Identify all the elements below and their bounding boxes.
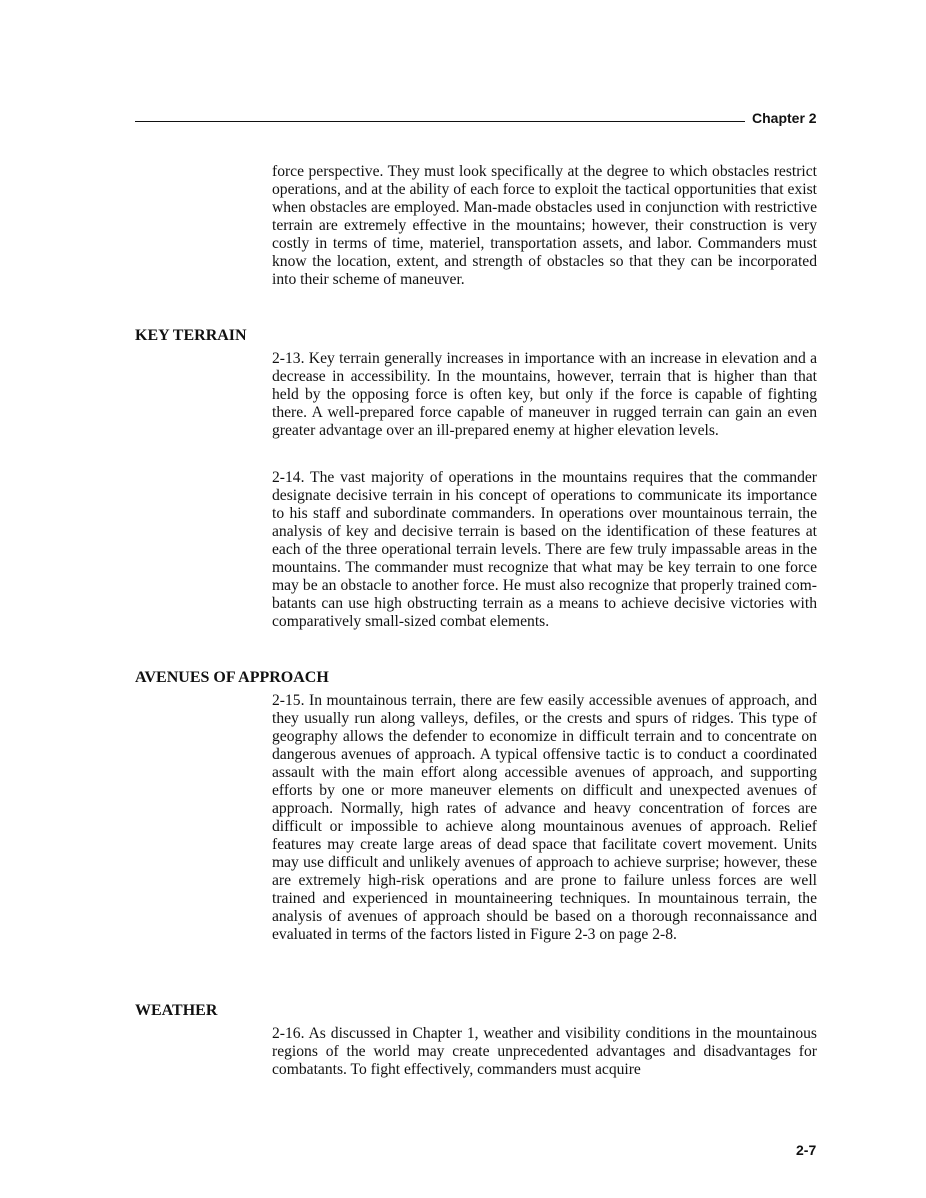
chapter-label: Chapter 2 bbox=[752, 110, 817, 126]
heading-key-terrain: KEY TERRAIN bbox=[135, 327, 247, 344]
heading-avenues-of-approach: AVENUES OF APPROACH bbox=[135, 669, 329, 686]
paragraph-2-15: 2-15. In mountainous terrain, there are few easily accessible avenues of approach, and they usually run along valleys, defiles, or the crests and spurs of ridges. This type of geography allows the defender to economize in difficult terrain and to concentrate on dangerous avenues of approach. A typical offensive tactic is to conduct a coordinated assault with the main effort along accessible avenues of approach, and supporting efforts by one or more maneuver elements on difficult and unexpected avenues of approach. Normally, high rates of advance and heavy concentration of forces are difficult or impossible to achieve along mountainous avenues of approach. Relief features may create large areas of dead space that facilitate covert movement. Units may use difficult and unlikely avenues of approach to achieve surprise; however, these are extremely high-risk operations and are prone to failure unless forces are well trained and experienced in mountaineering techniques. In mountainous terrain, the analysis of avenues of approach should be based on a thorough reconnaissance and evaluated in terms of the factors listed in Figure 2-3 on page 2-8. bbox=[272, 692, 817, 943]
paragraph-2-16: 2-16. As discussed in Chapter 1, weather and visibility conditions in the mountainous regions of the world may create unprecedented advantages and disadvantages for combatants. To fight effectively, commanders must acquire bbox=[272, 1025, 817, 1078]
heading-weather: WEATHER bbox=[135, 1002, 218, 1019]
page-number: 2-7 bbox=[796, 1142, 817, 1158]
paragraph-2-13: 2-13. Key terrain generally increases in importance with an increase in elevation and a decrease in accessibility. In the mountains, however, terrain that is higher than that held by the opposing force is often key, but only if the force is capable of fighting there. A well-prepared force capable of maneuver in rugged terrain can gain an even greater advantage over an ill-prepared enemy at higher elevation levels. bbox=[272, 350, 817, 439]
paragraph-intro: force perspective. They must look specifically at the degree to which obstacles restrict operations, and at the ability of each force to exploit the tactical opportunities that exist when obstacles are employed. Man-made obstacles used in conjunction with restrictive terrain are extremely effective in the mountains; however, their construction is very costly in terms of time, materiel, transportation assets, and labor. Commanders must know the location, extent, and strength of obstacles so that they can be incorporated into their scheme of maneuver. bbox=[272, 163, 817, 288]
paragraph-2-14: 2-14. The vast majority of operations in the mountains requires that the commander designate decisive terrain in his concept of operations to communicate its importance to his staff and subordinate commanders. In operations over mountainous terrain, the analysis of key and decisive terrain is based on the identification of these features at each of the three operational terrain levels. There are few truly impassable areas in the mountains. The commander must recognize that what may be key terrain to one force may be an obstacle to another force. He must also recognize that properly trained combatants can use high obstructing terrain as a means to achieve decisive victories with comparatively small-sized combat elements. bbox=[272, 469, 817, 630]
header-rule bbox=[135, 121, 745, 122]
